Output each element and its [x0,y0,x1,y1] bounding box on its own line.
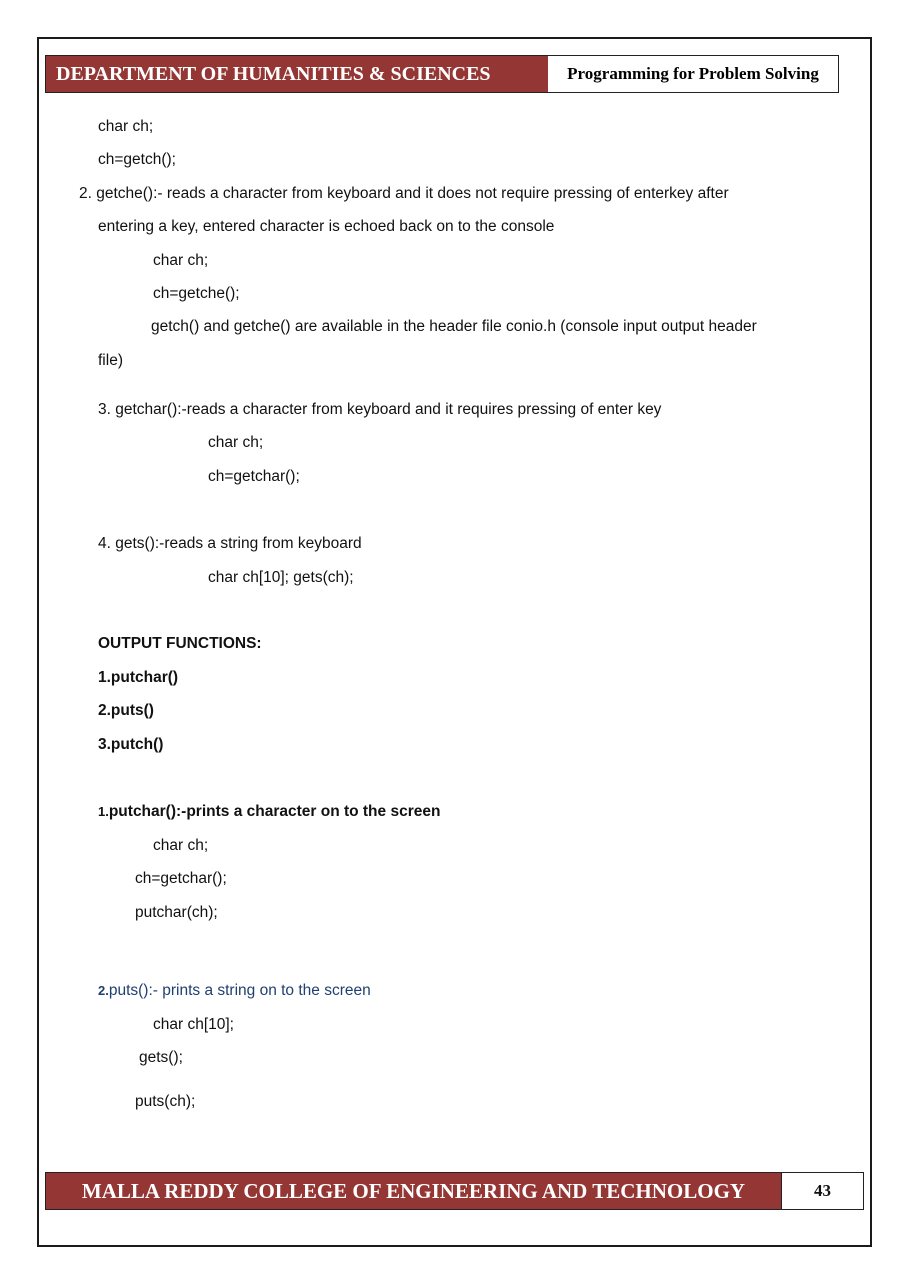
page-number: 43 [814,1181,831,1200]
college-name: MALLA REDDY COLLEGE OF ENGINEERING AND TECHNOLOGY [46,1173,782,1209]
paragraph-line: getch() and getche() are available in the header file conio.h (console input output header [151,318,757,335]
subject-title: Programming for Problem Solving [567,64,819,83]
list-item: 2.puts() [98,702,154,719]
code-line: gets(); [139,1049,183,1066]
page-footer [45,1172,864,1210]
subheading-text: putchar():-prints a character on to the screen [108,803,441,820]
item-number: 2. [98,983,109,998]
code-line: char ch; [208,434,264,451]
code-line: char ch[10]; gets(ch); [208,569,354,586]
page-header [45,55,839,93]
code-line: ch=getchar(); [135,870,227,887]
code-line: ch=getchar(); [208,468,300,485]
paragraph-line: entering a key, entered character is echoed back on to the console [98,218,555,235]
code-line: ch=getch(); [98,151,176,168]
list-item: 1.putchar() [98,669,179,686]
list-item: 3.putch() [98,736,164,753]
code-line: char ch; [98,118,154,135]
code-line: putchar(ch); [135,904,218,921]
paragraph-line: 2. getche():- reads a character from keyboard and it does not require pressing of enterkey after [79,185,729,202]
subheading-text: puts():- prints a string on to the screen [108,982,371,999]
subheading [98,981,371,1001]
paragraph-line: 3. getchar():-reads a character from keyboard and it requires pressing of enter key [98,401,662,418]
subheading [98,802,440,822]
code-line: char ch[10]; [153,1016,234,1033]
code-line: char ch; [153,252,209,269]
department-title: DEPARTMENT OF HUMANITIES & SCIENCES [46,56,548,92]
item-number: 1. [98,804,109,819]
paragraph-line: 4. gets():-reads a string from keyboard [98,535,362,552]
code-line: char ch; [153,837,209,854]
paragraph-line: file) [98,352,123,369]
code-line: puts(ch); [135,1093,196,1110]
section-heading: OUTPUT FUNCTIONS: [98,635,262,652]
code-line: ch=getche(); [153,285,240,302]
